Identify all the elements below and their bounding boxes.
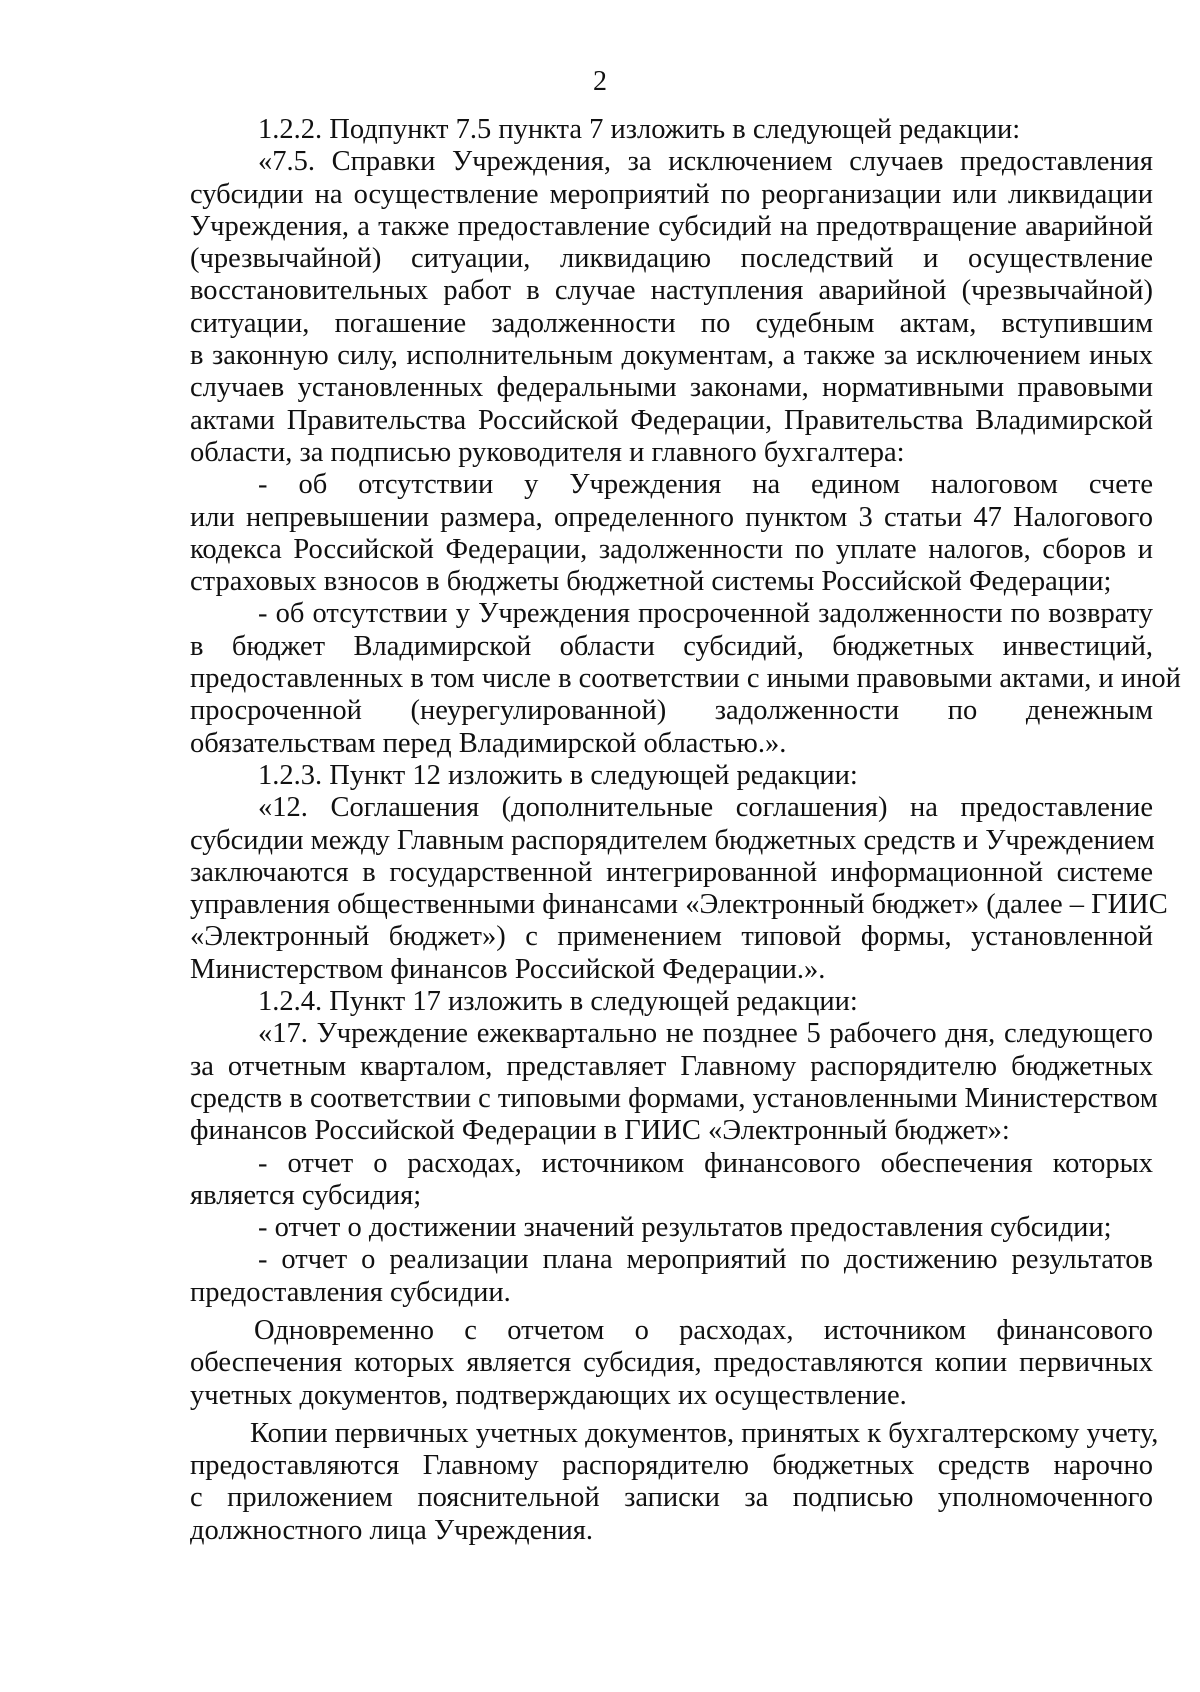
text-line: «17. Учреждение ежеквартально не позднее 5 рабочего дня, следующего — [258, 1018, 1153, 1050]
text-line: Одновременно с отчетом о расходах, источником финансового — [254, 1314, 1153, 1346]
text-line: «7.5. Справки Учреждения, за исключением случаев предоставления — [258, 146, 1153, 178]
text-line: или непревышении размера, определенного пунктом 3 статьи 47 Налогового — [190, 501, 1153, 533]
text-line: в законную силу, исполнительным документам, а также за исключением иных — [190, 340, 1153, 372]
text-line: области, за подписью руководителя и главного бухгалтера: — [190, 436, 905, 468]
text-line: средств в соответствии с типовыми формами, установленными Министерством — [190, 1082, 1158, 1114]
text-line: субсидии между Главным распорядителем бюджетных средств и Учреждением — [190, 824, 1155, 856]
text-line: Учреждения, а также предоставление субсидий на предотвращение аварийной — [190, 210, 1153, 242]
text-line: за отчетным кварталом, представляет Главному распорядителю бюджетных — [190, 1050, 1153, 1082]
text-line: управления общественными финансами «Электронный бюджет» (далее – ГИИС — [190, 889, 1168, 921]
text-line: случаев установленных федеральными законами, нормативными правовыми — [190, 372, 1153, 404]
text-line: учетных документов, подтверждающих их осуществление. — [190, 1379, 907, 1411]
text-line: кодекса Российской Федерации, задолженности по уплате налогов, сборов и — [190, 533, 1153, 565]
text-line: должностного лица Учреждения. — [190, 1514, 593, 1546]
text-line: - отчет о достижении значений результатов предоставления субсидии; — [258, 1212, 1112, 1244]
text-line: ситуации, погашение задолженности по судебным актам, вступившим — [190, 307, 1153, 339]
text-line: - об отсутствии у Учреждения просроченной задолженности по возврату — [258, 598, 1153, 630]
text-line: с приложением пояснительной записки за подписью уполномоченного — [190, 1482, 1153, 1514]
text-line: финансов Российской Федерации в ГИИС «Электронный бюджет»: — [190, 1115, 1010, 1147]
text-line: восстановительных работ в случае наступления аварийной (чрезвычайной) — [190, 275, 1153, 307]
text-line: предоставленных в том числе в соответствии с иными правовыми актами, и иной — [190, 663, 1181, 695]
document-body — [190, 114, 1181, 1547]
text-line: - отчет о расходах, источником финансового обеспечения которых — [258, 1147, 1153, 1179]
text-line: «Электронный бюджет») с применением типовой формы, установленной — [190, 921, 1153, 953]
text-line: - отчет о реализации плана мероприятий по достижению результатов — [258, 1244, 1153, 1276]
text-line: является субсидия; — [190, 1179, 422, 1211]
text-line: (чрезвычайной) ситуации, ликвидацию последствий и осуществление — [190, 243, 1153, 275]
text-line: 1.2.3. Пункт 12 изложить в следующей редакции: — [258, 759, 858, 791]
text-line: актами Правительства Российской Федерации, Правительства Владимирской — [190, 404, 1153, 436]
text-line: заключаются в государственной интегрированной информационной системе — [190, 856, 1153, 888]
text-line: субсидии на осуществление мероприятий по реорганизации или ликвидации — [190, 178, 1153, 210]
text-line: 1.2.2. Подпункт 7.5 пункта 7 изложить в следующей редакции: — [258, 114, 1021, 145]
text-line: предоставления субсидии. — [190, 1276, 511, 1308]
text-line: 1.2.4. Пункт 17 изложить в следующей редакции: — [258, 986, 858, 1018]
text-line: обязательствам перед Владимирской областью.». — [190, 727, 787, 759]
text-line: просроченной (неурегулированной) задолженности по денежным — [190, 695, 1153, 727]
page-number: 2 — [593, 66, 607, 97]
text-line: обеспечения которых является субсидия, предоставляются копии первичных — [190, 1347, 1153, 1379]
text-line: в бюджет Владимирской области субсидий, бюджетных инвестиций, — [190, 630, 1153, 662]
text-line: предоставляются Главному распорядителю бюджетных средств нарочно — [190, 1450, 1153, 1482]
text-line: «12. Соглашения (дополнительные соглашения) на предоставление — [258, 792, 1153, 824]
text-line: - об отсутствии у Учреждения на едином налоговом счете — [258, 469, 1153, 501]
text-line: страховых взносов в бюджеты бюджетной системы Российской Федерации; — [190, 566, 1112, 598]
text-line: Министерством финансов Российской Федерации.». — [190, 953, 826, 985]
text-line: Копии первичных учетных документов, принятых к бухгалтерскому учету, — [250, 1417, 1159, 1449]
